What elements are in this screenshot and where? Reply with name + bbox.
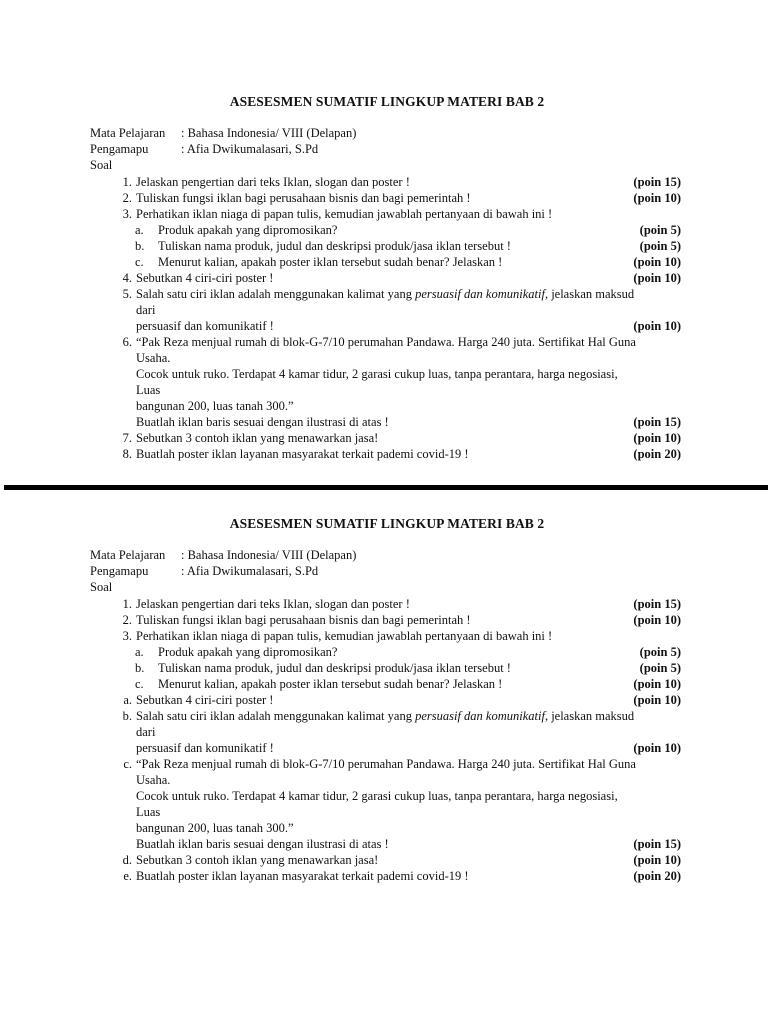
question-1 [0,596,768,612]
question-number: b. [135,239,145,253]
question-text: Sebutkan 4 ciri-ciri poster ! [136,271,274,285]
question-text-part: Salah satu ciri iklan adalah menggunakan kalimat yang [136,287,416,301]
question-number: 2. [122,613,132,627]
question-text: Produk apakah yang dipromosikan? [158,645,338,659]
question-points: (poin 10) [633,613,681,627]
question-3c [0,676,768,692]
question-number: c. [135,255,144,269]
question-text [136,286,640,318]
question-points: (poin 5) [639,645,681,659]
question-3a [0,644,768,660]
question-text: Buatlah poster iklan layanan masyarakat terkait pademi covid-19 ! [136,869,469,883]
question-text-line: Cocok untuk ruko. Terdapat 4 kamar tidur, 2 garasi cukup luas, tanpa perantara, harga negosiasi, Luas [136,789,618,819]
question-3c [0,254,768,270]
soal-label: Soal [90,158,113,172]
question-points: (poin 5) [639,661,681,675]
question-number: 1. [122,597,132,611]
subject-row [90,548,768,564]
question-text-emphasis: persuasif dan komunikatif [415,287,545,301]
question-number: e. [123,869,132,883]
question-text-line: Buatlah iklan baris sesuai dengan ilustrasi di atas ! [136,837,389,851]
question-3 [0,206,768,222]
subject-value: : Bahasa Indonesia/ VIII (Delapan) [181,548,357,562]
question-text-part: , jelaskan maksud dari [136,709,635,739]
question-number: 5. [122,287,132,301]
question-points: (poin 15) [633,175,681,189]
question-points: (poin 20) [633,447,681,461]
question-text: Perhatikan iklan niaga di papan tulis, kemudian jawablah pertanyaan di bawah ini ! [136,629,553,643]
worksheet-bottom [0,516,768,884]
question-text: Perhatikan iklan niaga di papan tulis, kemudian jawablah pertanyaan di bawah ini ! [136,207,553,221]
question-text-continued: persuasif dan komunikatif ! [136,319,274,333]
question-text: Tuliskan fungsi iklan bagi perusahaan bisnis dan bagi pemerintah ! [136,613,471,627]
question-text: Menurut kalian, apakah poster iklan tersebut sudah benar? Jelaskan ! [158,677,503,691]
question-points: (poin 10) [633,191,681,205]
worksheet-title: ASESESMEN SUMATIF LINGKUP MATERI BAB 2 [229,516,545,531]
question-points: (poin 10) [633,693,681,707]
question-8 [0,868,768,884]
teacher-label: Pengamapu [90,142,149,156]
question-number: a. [135,645,144,659]
question-points: (poin 15) [633,597,681,611]
question-number: 3. [122,629,132,643]
question-3b [0,238,768,254]
question-text-part: , jelaskan maksud dari [136,287,635,317]
question-number: 6. [122,335,132,349]
question-text-emphasis: persuasif dan komunikatif [415,709,545,723]
teacher-label: Pengamapu [90,564,149,578]
question-text: Tuliskan fungsi iklan bagi perusahaan bisnis dan bagi pemerintah ! [136,191,471,205]
question-points: (poin 10) [633,319,681,333]
question-number: 2. [122,191,132,205]
question-text: Sebutkan 3 contoh iklan yang menawarkan jasa! [136,431,379,445]
question-4 [0,692,768,708]
question-number: 1. [122,175,132,189]
worksheet-top [0,94,768,462]
teacher-value: : Afia Dwikumalasari, S.Pd [181,142,319,156]
question-text [136,708,640,740]
cut-line-divider [4,485,768,490]
question-points: (poin 15) [633,837,681,851]
question-points: (poin 10) [633,741,681,755]
question-2 [0,612,768,628]
question-number: 7. [122,431,132,445]
question-5 [0,286,768,334]
question-text-line: bangunan 200, luas tanah 300.” [136,399,294,413]
subject-label: Mata Pelajaran [90,126,166,140]
question-points: (poin 15) [633,415,681,429]
question-3b [0,660,768,676]
question-points: (poin 10) [633,677,681,691]
subject-value: : Bahasa Indonesia/ VIII (Delapan) [181,126,357,140]
question-1 [0,174,768,190]
question-4 [0,270,768,286]
question-text: Jelaskan pengertian dari teks Iklan, slogan dan poster ! [136,597,410,611]
teacher-row [90,142,768,158]
question-text-continued: persuasif dan komunikatif ! [136,741,274,755]
worksheet-title: ASESESMEN SUMATIF LINGKUP MATERI BAB 2 [229,94,545,109]
question-text-line: Cocok untuk ruko. Terdapat 4 kamar tidur, 2 garasi cukup luas, tanpa perantara, harga negosiasi, Luas [136,367,618,397]
question-number: c. [123,757,132,771]
teacher-value: : Afia Dwikumalasari, S.Pd [181,564,319,578]
subject-label: Mata Pelajaran [90,548,166,562]
question-8 [0,446,768,462]
question-3a [0,222,768,238]
question-text: Tuliskan nama produk, judul dan deskripsi produk/jasa iklan tersebut ! [158,661,511,675]
question-text: Tuliskan nama produk, judul dan deskripsi produk/jasa iklan tersebut ! [158,239,511,253]
question-points: (poin 10) [633,271,681,285]
question-text-part: Salah satu ciri iklan adalah menggunakan kalimat yang [136,709,416,723]
soal-label: Soal [90,580,113,594]
question-points: (poin 20) [633,869,681,883]
question-number: d. [122,853,132,867]
subject-row [90,126,768,142]
question-text-line: bangunan 200, luas tanah 300.” [136,821,294,835]
question-text: Jelaskan pengertian dari teks Iklan, slogan dan poster ! [136,175,410,189]
question-6 [0,756,768,852]
question-number: 4. [122,271,132,285]
question-number: c. [135,677,144,691]
question-text: Sebutkan 4 ciri-ciri poster ! [136,693,274,707]
question-7 [0,430,768,446]
question-text: Buatlah poster iklan layanan masyarakat terkait pademi covid-19 ! [136,447,469,461]
question-points: (poin 10) [633,853,681,867]
question-number: 8. [122,447,132,461]
question-number: 3. [122,207,132,221]
question-number: b. [122,709,132,723]
question-points: (poin 10) [633,431,681,445]
question-text-line: “Pak Reza menjual rumah di blok-G-7/10 perumahan Pandawa. Harga 240 juta. Sertifikat Hal Guna Usaha. [136,335,636,365]
question-text-line: Buatlah iklan baris sesuai dengan ilustrasi di atas ! [136,415,389,429]
question-number: b. [135,661,145,675]
question-text: Produk apakah yang dipromosikan? [158,223,338,237]
question-text: Menurut kalian, apakah poster iklan tersebut sudah benar? Jelaskan ! [158,255,503,269]
question-number: a. [135,223,144,237]
question-points: (poin 5) [639,223,681,237]
question-points: (poin 5) [639,239,681,253]
question-points: (poin 10) [633,255,681,269]
question-text: Sebutkan 3 contoh iklan yang menawarkan jasa! [136,853,379,867]
question-2 [0,190,768,206]
question-7 [0,852,768,868]
question-5 [0,708,768,756]
question-6 [0,334,768,430]
question-text-line: “Pak Reza menjual rumah di blok-G-7/10 perumahan Pandawa. Harga 240 juta. Sertifikat Hal Guna Usaha. [136,757,636,787]
question-number: a. [123,693,132,707]
teacher-row [90,564,768,580]
question-3 [0,628,768,644]
